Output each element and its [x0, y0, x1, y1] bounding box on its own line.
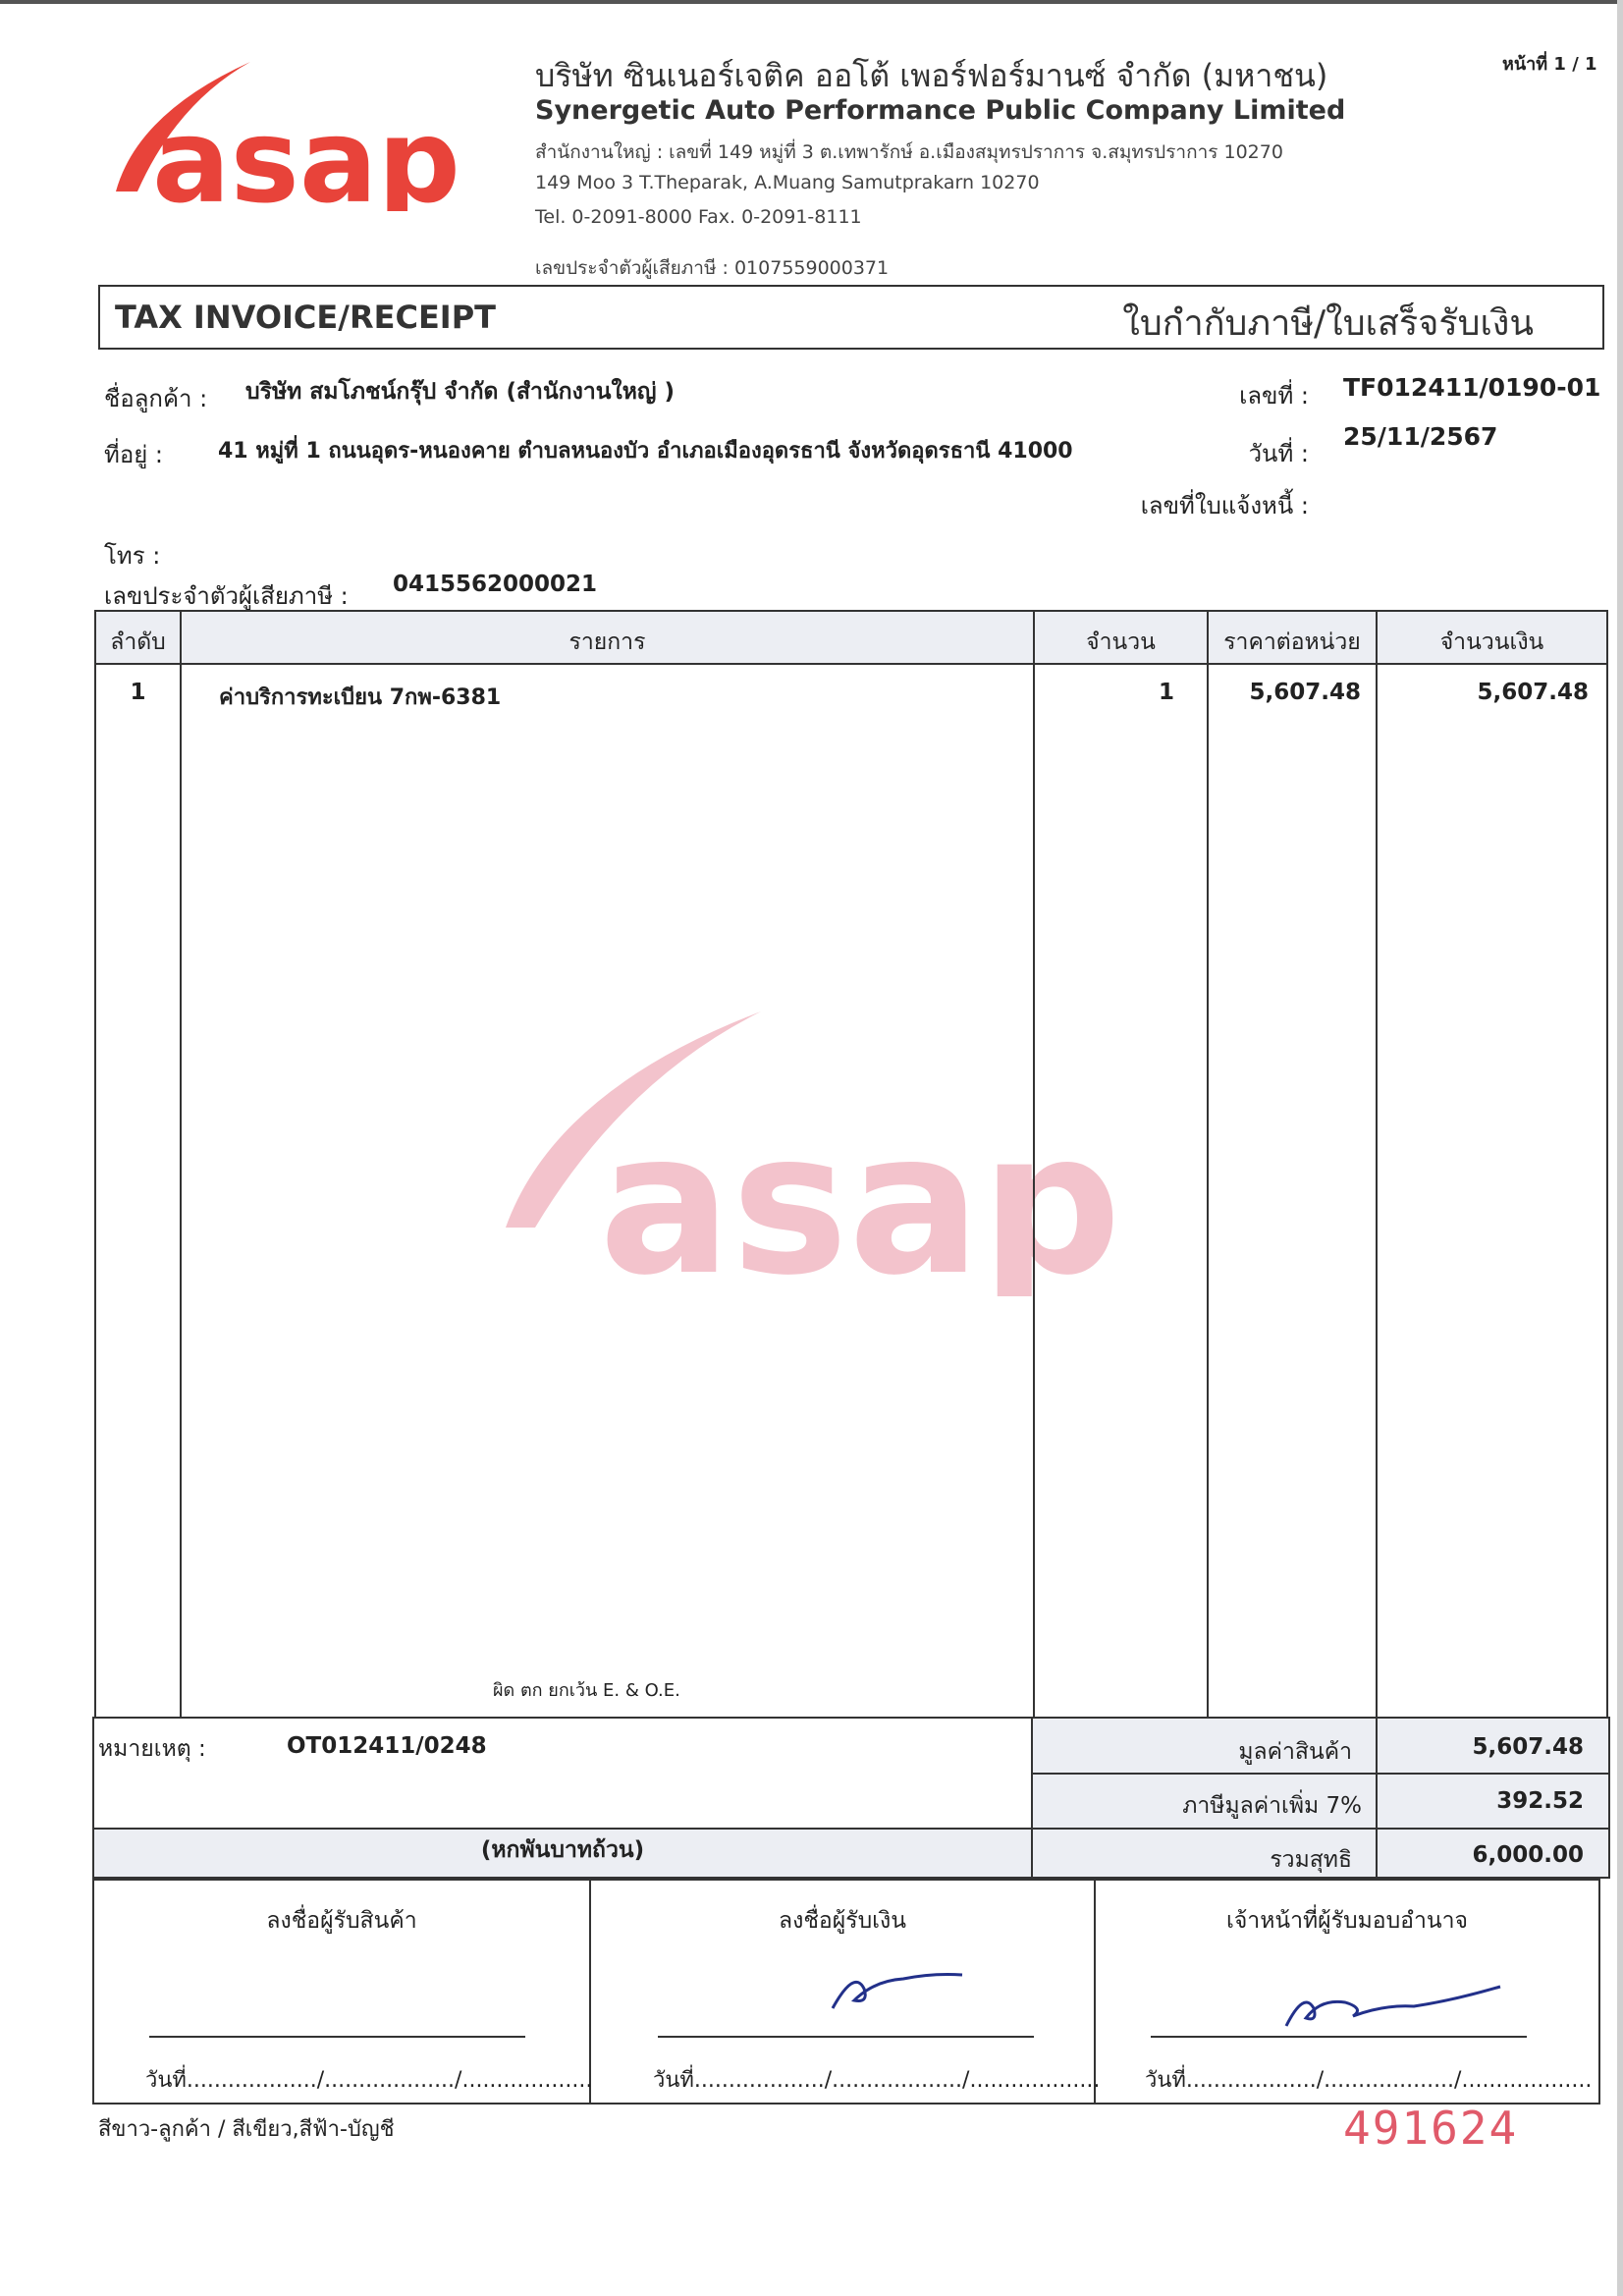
signature-date: วันที่.................../.................../...................: [145, 2068, 593, 2093]
customer-name: บริษัท สมโภชน์กรุ๊ป จำกัด (สำนักงานใหญ่ ): [245, 379, 675, 405]
footer-note: สีขาว-ลูกค้า / สีเขียว,สีฟ้า-บัญชี: [98, 2117, 395, 2142]
customer-tax-id: 0415562000021: [393, 572, 598, 597]
remark-label: หมายเหตุ :: [98, 1736, 206, 1762]
row-description: ค่าบริการทะเบียน 7กพ-6381: [219, 685, 502, 710]
doc-date-label: วันที่ :: [1248, 440, 1309, 467]
scan-top-edge: [0, 0, 1623, 4]
company-tax-id: เลขประจำตัวผู้เสียภาษี : 0107559000371: [535, 257, 890, 279]
company-logo: [98, 54, 481, 211]
amount-in-words: (หกพันบาทถ้วน): [480, 1837, 645, 1863]
company-name-en: Synergetic Auto Performance Public Company Limited: [535, 95, 1346, 126]
logo-text: asap: [152, 93, 460, 211]
header-amount: จำนวนเงิน: [1439, 629, 1544, 655]
col-divider-2: [1033, 610, 1035, 1719]
col-divider-4: [1376, 610, 1378, 1719]
customer-name-label: ชื่อลูกค้า :: [104, 385, 208, 412]
vat-label: ภาษีมูลค่าเพิ่ม 7%: [1182, 1793, 1362, 1819]
handwritten-signature: [1276, 1979, 1512, 2042]
remark-value: OT012411/0248: [287, 1733, 487, 1759]
company-address-en: 149 Moo 3 T.Theparak, A.Muang Samutprakarn 10270: [535, 172, 1040, 193]
signature-title: ลงชื่อผู้รับสินค้า: [266, 1908, 417, 1934]
signature-date: วันที่.................../.................../...................: [653, 2068, 1101, 2093]
doc-title-en: TAX INVOICE/RECEIPT: [115, 299, 496, 336]
header-no: ลำดับ: [110, 629, 166, 655]
signature-date: วันที่.................../.................../...................: [1145, 2068, 1593, 2093]
header-quantity: จำนวน: [1086, 629, 1156, 655]
row-unit-price: 5,607.48: [1249, 680, 1361, 705]
doc-number: TF012411/0190-01: [1343, 373, 1601, 402]
net-total-label: รวมสุทธิ: [1270, 1847, 1352, 1873]
company-address-th: สำนักงานใหญ่ : เลขที่ 149 หมู่ที่ 3 ต.เทพารักษ์ อ.เมืองสมุทรปราการ จ.สมุทรปราการ 10270: [535, 141, 1283, 163]
header-description: รายการ: [568, 629, 646, 655]
totals-row-2: [92, 1828, 1610, 1830]
row-no: 1: [130, 680, 146, 705]
watermark-text: asap: [599, 1090, 1122, 1296]
signature-title: เจ้าหน้าที่ผู้รับมอบอำนาจ: [1225, 1908, 1469, 1934]
signature-line: [149, 2036, 525, 2038]
signature-line: [1151, 2036, 1527, 2038]
subtotal-label: มูลค่าสินค้า: [1238, 1739, 1352, 1765]
page-number: หน้าที่ 1 / 1: [1502, 54, 1597, 75]
customer-tax-id-label: เลขประจำตัวผู้เสียภาษี :: [104, 582, 349, 610]
serial-number: 491624: [1343, 2102, 1519, 2155]
customer-phone-label: โทร :: [104, 542, 161, 570]
signature-title: ลงชื่อผู้รับเงิน: [779, 1908, 906, 1934]
net-total-value: 6,000.00: [1472, 1842, 1584, 1868]
row-amount: 5,607.48: [1477, 680, 1589, 705]
vat-value: 392.52: [1496, 1788, 1584, 1814]
subtotal-value: 5,607.48: [1472, 1734, 1584, 1760]
oe-note: ผิด ตก ยกเว้น E. & O.E.: [493, 1680, 680, 1701]
doc-title-th: ใบกำกับภาษี/ใบเสร็จรับเงิน: [1122, 303, 1534, 344]
doc-number-label: เลขที่ :: [1239, 382, 1309, 410]
customer-address: 41 หมู่ที่ 1 ถนนอุดร-หนองคาย ตำบลหนองบัว อำเภอเมืองอุดรธานี จังหวัดอุดรธานี 41000: [218, 439, 1073, 464]
table-header-divider: [94, 663, 1608, 665]
col-divider-1: [180, 610, 182, 1719]
company-name-th: บริษัท ซินเนอร์เจติค ออโต้ เพอร์ฟอร์มานซ์ จำกัด (มหาชน): [535, 57, 1328, 94]
signature-line: [658, 2036, 1034, 2038]
col-divider-3: [1207, 610, 1209, 1719]
doc-date: 25/11/2567: [1343, 422, 1498, 451]
company-phone: Tel. 0-2091-8000 Fax. 0-2091-8111: [535, 206, 862, 228]
customer-address-label: ที่อยู่ :: [104, 441, 164, 468]
title-bar: [98, 285, 1604, 350]
row-quantity: 1: [1158, 680, 1174, 705]
items-table: [94, 610, 1608, 1719]
handwritten-signature: [825, 1959, 982, 2022]
header-unit-price: ราคาต่อหน่วย: [1223, 629, 1361, 655]
scan-right-edge: [1617, 0, 1623, 2296]
invoice-number-label: เลขที่ใบแจ้งหนี้ :: [1140, 492, 1309, 519]
totals-row-1: [1031, 1773, 1610, 1775]
